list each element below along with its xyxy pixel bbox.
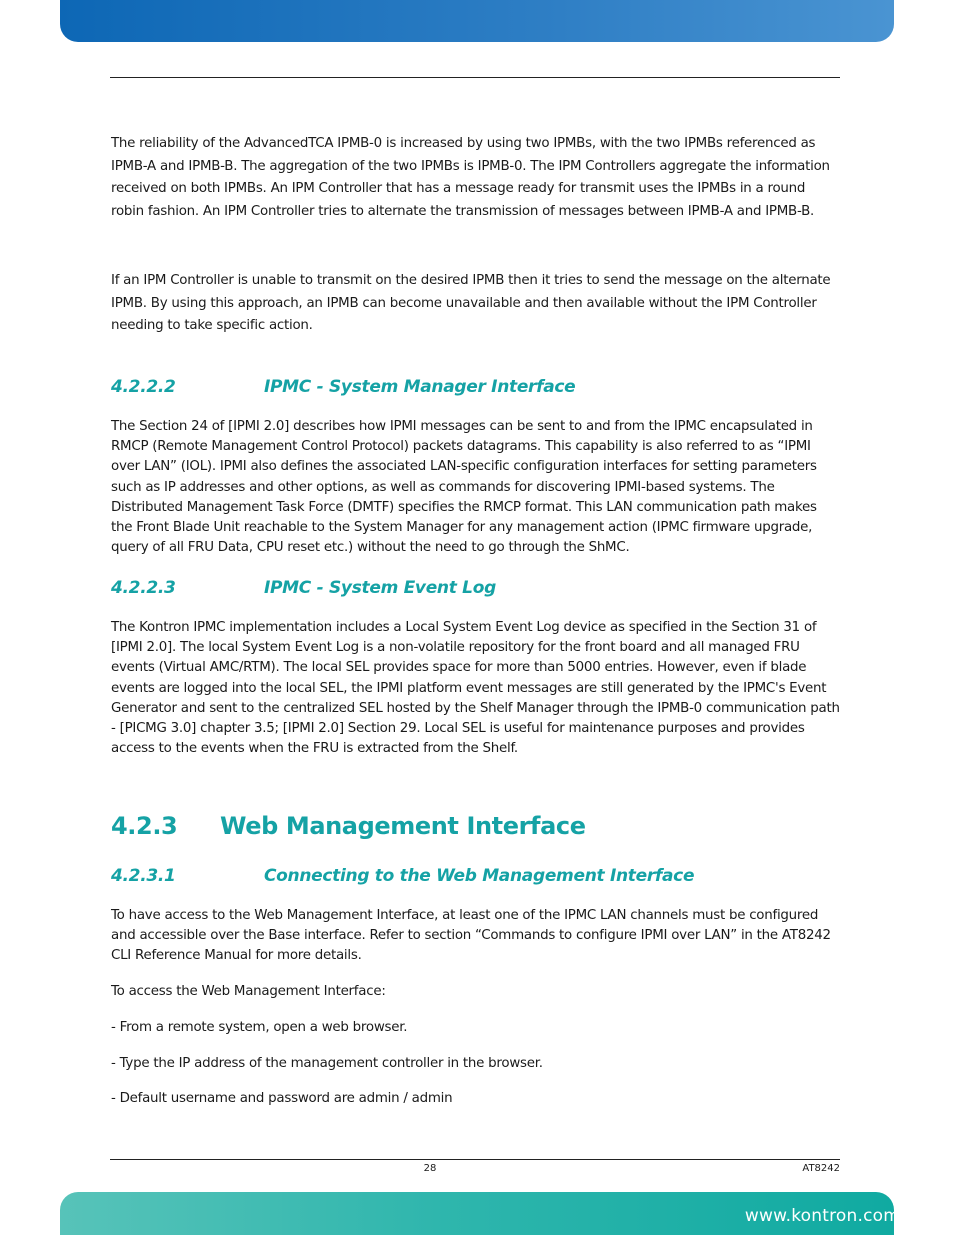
heading-4-2-3-1 — [111, 866, 841, 886]
page-number: 28 — [423, 1163, 437, 1174]
website-link[interactable]: www.kontron.com — [744, 1206, 900, 1226]
heading-title: Connecting to the Web Management Interface — [264, 866, 695, 886]
heading-title: IPMC - System Event Log — [264, 578, 496, 598]
list-item-default-credentials: - Default username and password are admin / admin — [111, 1091, 453, 1106]
paragraph-access-intro: To access the Web Management Interface: — [111, 984, 386, 999]
document-name: AT8242 — [802, 1163, 840, 1174]
header-rule — [110, 77, 840, 78]
heading-title: IPMC - System Manager Interface — [264, 377, 576, 397]
list-item-type-ip: - Type the IP address of the management controller in the browser. — [111, 1056, 543, 1071]
heading-title: Web Management Interface — [220, 812, 586, 840]
paragraph-ipmb-alternate: If an IPM Controller is unable to transmit on the desired IPMB then it tries to send the message on the alternate IPMB. By using this approach, an IPMB can become unavailable and then available without the IPM Controller needing to take specific action. — [111, 273, 831, 334]
list-item-open-browser: - From a remote system, open a web browser. — [111, 1020, 408, 1035]
heading-number: 4.2.2.2 — [111, 377, 176, 397]
paragraph-ipmb-reliability: The reliability of the AdvancedTCA IPMB-0 is increased by using two IPMBs, with the two IPMBs referenced as IPMB-A and IPMB-B. The aggregation of the two IPMBs is IPMB-0. The IPM Controllers aggregate the information received on both IPMBs. An IPM Controller that has a message ready for transmit uses the IPMBs in a round robin fashion. An IPM Controller tries to alternate the transmission of messages between IPMB-A and IPMB-B. — [111, 136, 830, 220]
paragraph-system-event-log: The Kontron IPMC implementation includes a Local System Event Log device as specified in the Section 31 of [IPMI 2.0]. The local System Event Log is a non-volatile repository for the front board and all managed FRU events (Virtual AMC/RTM). The local SEL provides space for more than 5000 entries. However, even if blade events are logged into the local SEL, the IPMI platform event messages are still generated by the IPMC's Event Generator and sent to the centralized SEL hosted by the Shelf Manager through the IPMB-0 communication path - [PICMG 3.0] chapter 3.5; [IPMI 2.0] Section 29. Local SEL is useful for maintenance purposes and provides access to the events when the FRU is extracted from the Shelf. — [111, 620, 840, 757]
paragraph-system-manager-interface: The Section 24 of [IPMI 2.0] describes how IPMI messages can be sent to and from the IPMC encapsulated in RMCP (Remote Management Control Protocol) packets datagrams. This capability is also referred to as “IPMI over LAN” (IOL). IPMI also defines the associated LAN-specific configuration interfaces for setting parameters such as IP addresses and other options, as well as commands for discovering IPMI-based systems. The Distributed Management Task Force (DMTF) specifies the RMCP format. This LAN communication path makes the Front Blade Unit reachable to the System Manager for any management action (IPMC firmware upgrade, query of all FRU Data, CPU reset etc.) without the need to go through the ShMC. — [111, 419, 817, 556]
top-banner — [60, 0, 894, 42]
heading-number: 4.2.2.3 — [111, 578, 176, 598]
heading-4-2-3 — [111, 812, 841, 840]
heading-number: 4.2.3 — [111, 812, 178, 840]
heading-number: 4.2.3.1 — [111, 866, 176, 886]
footer-rule — [110, 1159, 840, 1160]
heading-4-2-2-2 — [111, 377, 841, 397]
paragraph-web-access-requirements: To have access to the Web Management Interface, at least one of the IPMC LAN channels must be configured and accessible over the Base interface. Refer to section “Commands to configure IPMI over LAN” in the AT8242 CLI Reference Manual for more details. — [111, 908, 831, 964]
heading-4-2-2-3 — [111, 578, 841, 598]
